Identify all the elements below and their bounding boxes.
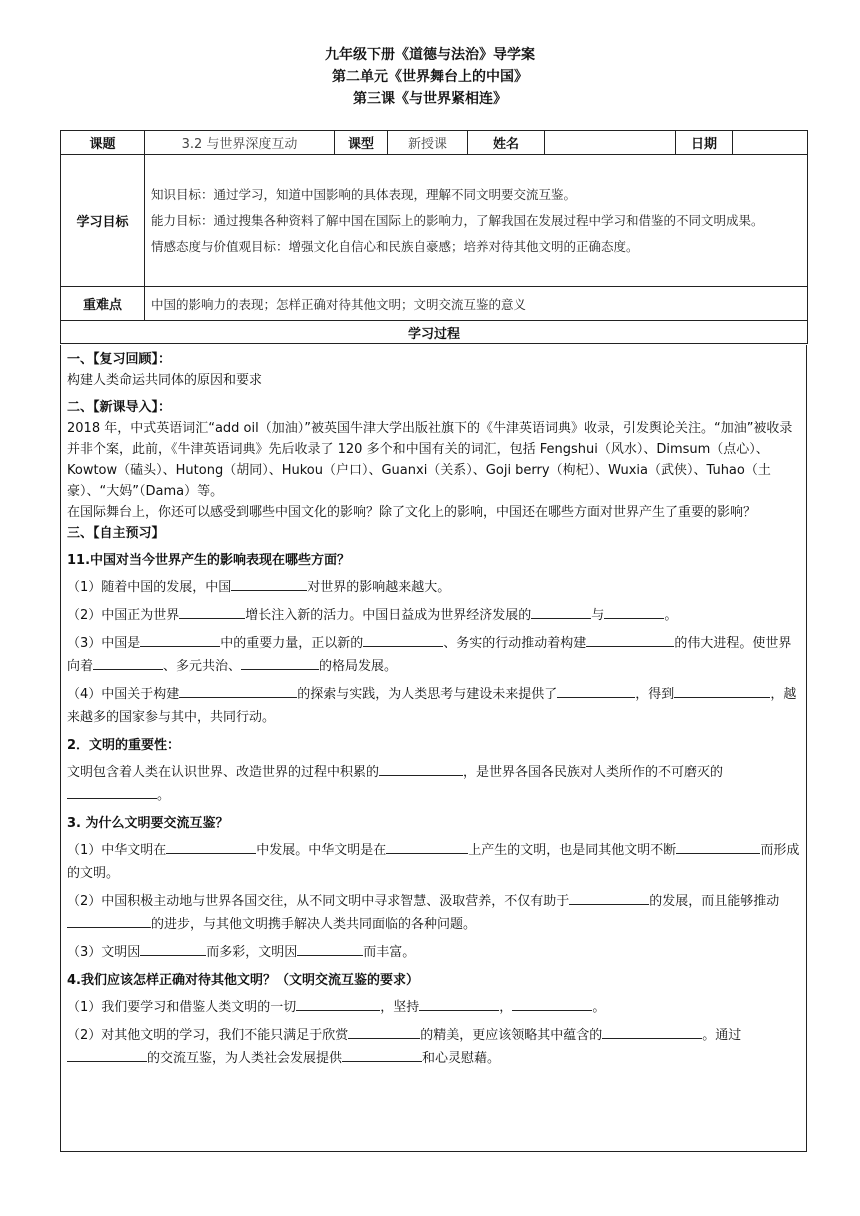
question-4-title: 4.我们应该怎样正确对待其他文明？（文明交流互鉴的要求） xyxy=(67,973,419,988)
blank[interactable] xyxy=(557,683,635,698)
topic-value: 3.2 与世界深度互动 xyxy=(145,131,335,155)
question-4-item-2: （2）对其他文明的学习，我们不能只满足于欣赏 的精美，更应该领略其中蕴含的 。通过的交流互鉴，为人类社会发展提供 和心灵慰藉。 xyxy=(67,1024,800,1070)
blank[interactable] xyxy=(231,576,307,591)
objectives-label: 学习目标 xyxy=(61,155,145,287)
document-header xyxy=(0,44,860,110)
name-label: 姓名 xyxy=(468,131,545,155)
blank[interactable] xyxy=(348,1024,420,1039)
question-1-item-4: （4）中国关于构建 的探索与实践，为人类思考与建设未来提供了 ，得到 ，越来越多的国家参与其中，共同行动。 xyxy=(67,683,800,729)
review-heading: 一、【复习回顾】： xyxy=(67,352,172,367)
lesson-title: 第三课《与世界紧相连》 xyxy=(353,91,507,107)
process-title: 学习过程 xyxy=(61,321,808,344)
question-4-item-1: （1）我们要学习和借鉴人类文明的一切 ，坚持 ， 。 xyxy=(67,996,800,1019)
lesson-info-table xyxy=(60,130,808,344)
blank[interactable] xyxy=(419,996,499,1011)
question-3-item-3: （3）文明因 而多彩，文明因 而丰富。 xyxy=(67,941,800,964)
question-2-text: 文明包含着人类在认识世界、改造世界的过程中积累的 ，是世界各国各民族对人类所作的不可磨灭的。 xyxy=(67,761,800,807)
ability-objective: 能力目标：通过搜集各种资料了解中国在国际上的影响力，了解我国在发展过程中学习和借鉴的不同文明成果。 xyxy=(151,212,764,228)
question-1-title: 11.中国对当今世界产生的影响表现在哪些方面？ xyxy=(67,553,351,568)
blank[interactable] xyxy=(379,761,463,776)
preview-heading: 三、【自主预习】 xyxy=(67,526,165,541)
question-1-item-2: （2）中国正为世界 增长注入新的活力。中国日益成为世界经济发展的 与 。 xyxy=(67,604,800,627)
blank[interactable] xyxy=(296,996,380,1011)
question-3-title: 3. 为什么文明要交流互鉴？ xyxy=(67,816,229,831)
blank[interactable] xyxy=(342,1047,422,1062)
blank[interactable] xyxy=(93,655,163,670)
blank[interactable] xyxy=(586,632,674,647)
type-label: 课型 xyxy=(335,131,388,155)
blank[interactable] xyxy=(512,996,592,1011)
difficulty-text: 中国的影响力的表现；怎样正确对待其他文明；文明交流互鉴的意义 xyxy=(145,287,808,321)
review-text: 构建人类命运共同体的原因和要求 xyxy=(67,373,263,388)
question-3-item-1: （1）中华文明在 中发展。中华文明是在 上产生的文明，也是同其他文明不断 而形成的文明。 xyxy=(67,839,800,885)
question-1-item-1: （1）随着中国的发展，中国 对世界的影响越来越大。 xyxy=(67,576,800,599)
question-1-item-3: （3）中国是 中的重要力量，正以新的 、务实的行动推动着构建 的伟大进程。使世界向着 、多元共治、 的格局发展。 xyxy=(67,632,800,678)
blank[interactable] xyxy=(67,913,151,928)
blank[interactable] xyxy=(674,683,770,698)
emotion-objective: 情感态度与价值观目标：增强文化自信心和民族自豪感；培养对待其他文明的正确态度。 xyxy=(151,238,639,254)
blank[interactable] xyxy=(569,890,649,905)
blank[interactable] xyxy=(140,941,206,956)
blank[interactable] xyxy=(676,839,760,854)
knowledge-objective: 知识目标：通过学习，知道中国影响的具体表现，理解不同文明要交流互鉴。 xyxy=(151,186,577,202)
grade-title: 九年级下册《道德与法治》导学案 xyxy=(325,47,535,63)
unit-title: 第二单元《世界舞台上的中国》 xyxy=(332,69,528,85)
blank[interactable] xyxy=(386,839,468,854)
blank[interactable] xyxy=(297,941,363,956)
question-3-item-2: （2）中国积极主动地与世界各国交往，从不同文明中寻求智慧、汲取营养，不仅有助于 的发展，而且能够推动的进步，与其他文明携手解决人类共同面临的各种问题。 xyxy=(67,890,800,936)
date-field[interactable] xyxy=(733,131,808,155)
intro-paragraph: 2018 年，中式英语词汇“add oil（加油）”被英国牛津大学出版社旗下的《牛津英语词典》收录，引发舆论关注。“加油”被收录并非个案，此前，《牛津英语词典》先后收录了 120 多个和中国有关的词汇，包括 Fengshui（风水）、Dimsum（点心）、Kowtow（磕头）、Hutong（胡同）、Hukou（户口）、Guanxi（关系）、Goji berry（枸杞）、Wuxia（武侠）、Tuhao（土豪）、“大妈”（Dama）等。 xyxy=(67,421,793,499)
blank[interactable] xyxy=(531,604,591,619)
blank[interactable] xyxy=(67,784,157,799)
type-value: 新授课 xyxy=(388,131,468,155)
blank[interactable] xyxy=(179,683,297,698)
blank[interactable] xyxy=(166,839,256,854)
question-2-title: 2．文明的重要性： xyxy=(67,738,181,753)
date-label: 日期 xyxy=(676,131,733,155)
blank[interactable] xyxy=(140,632,220,647)
blank[interactable] xyxy=(602,1024,702,1039)
topic-label: 课题 xyxy=(61,131,145,155)
objectives-cell xyxy=(145,155,808,287)
blank[interactable] xyxy=(604,604,664,619)
blank[interactable] xyxy=(67,1047,147,1062)
intro-question: 在国际舞台上，你还可以感受到哪些中国文化的影响？除了文化上的影响，中国还在哪些方面对世界产生了重要的影响？ xyxy=(67,505,757,520)
blank[interactable] xyxy=(179,604,245,619)
intro-heading: 二、【新课导入】： xyxy=(67,400,172,415)
difficulty-label: 重难点 xyxy=(61,287,145,321)
blank[interactable] xyxy=(363,632,443,647)
learning-process-section xyxy=(60,345,807,1152)
name-field[interactable] xyxy=(545,131,676,155)
blank[interactable] xyxy=(241,655,319,670)
